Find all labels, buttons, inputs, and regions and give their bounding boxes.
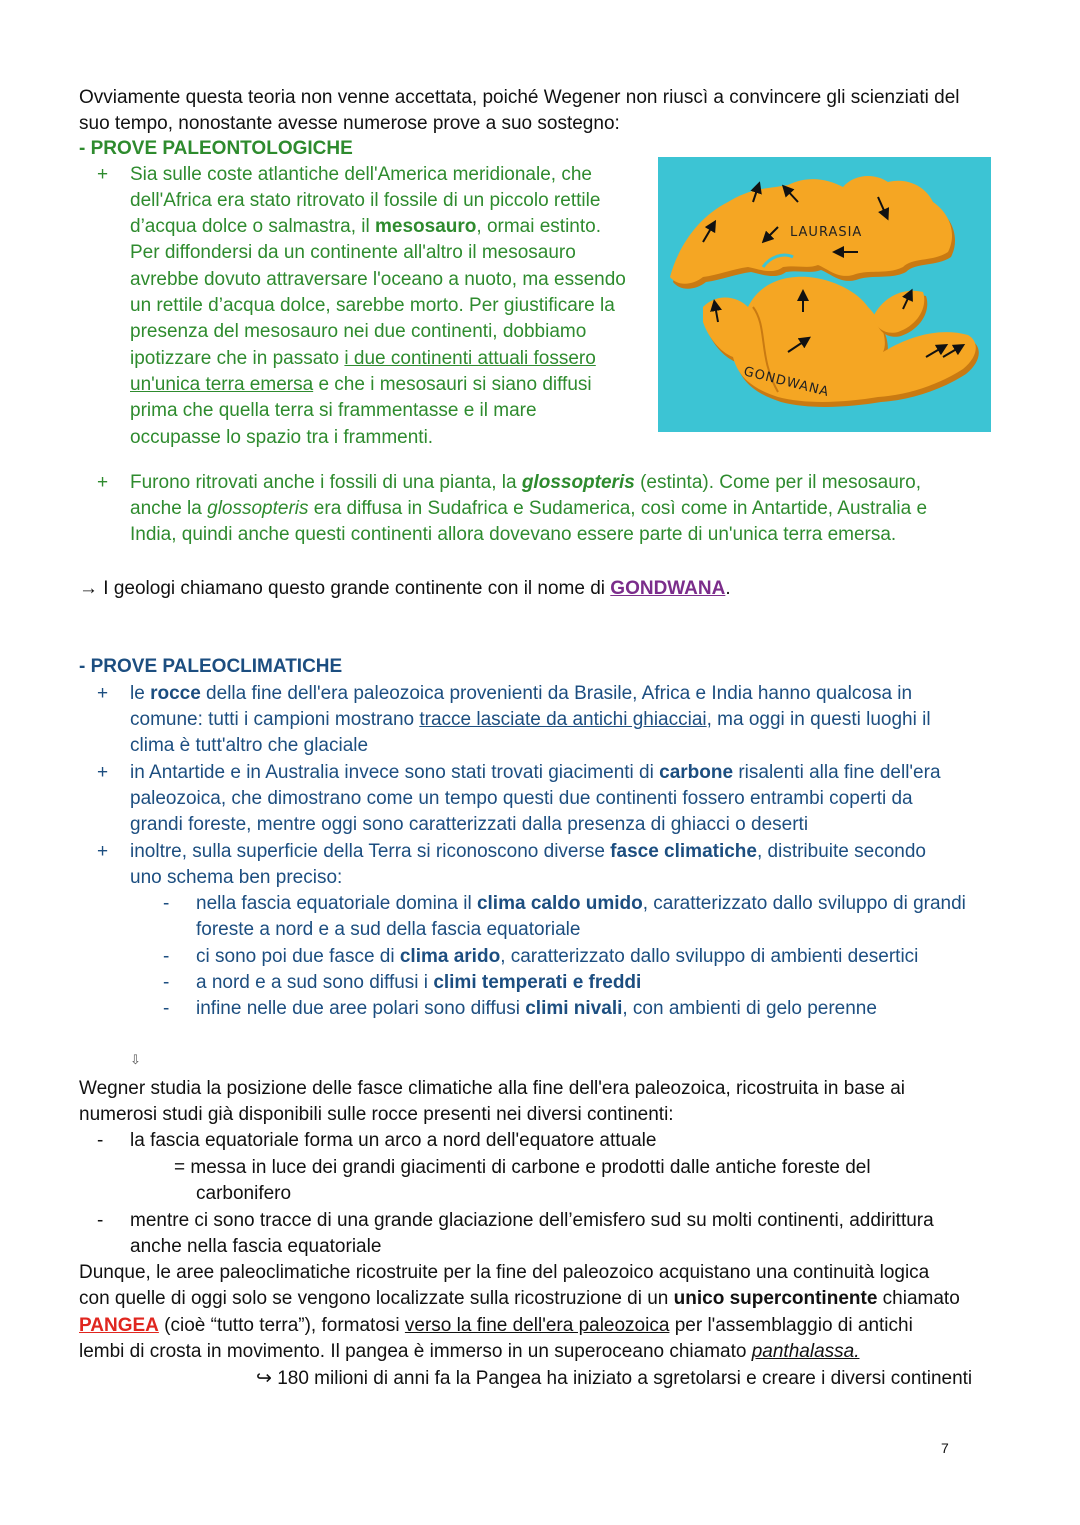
climate-sub-line: foreste a nord e a sud della fascia equatoriale [196,919,581,940]
map-label-laurasia: LAURASIA [790,225,863,240]
climate-sub-line: infine nelle due aree polari sono diffusi climi nivali, con ambienti di gelo perenne [196,998,877,1019]
wegner-line: carbonifero [196,1183,292,1204]
paleo-b2-line: anche la glossopteris era diffusa in Sudafrica e Sudamerica, così come in Antartide, Australia e [130,498,928,519]
climate-sub-line: ci sono poi due fasce di clima arido, caratterizzato dallo sviluppo di ambienti desertici [196,946,919,967]
paleo-b1-line: un rettile d’acqua dolce, sarebbe morto. Per giustificare la [130,295,615,316]
paleo-b1-line: Sia sulle coste atlantiche dell'America meridionale, che [130,164,592,185]
paleo-b1-line: occupasse lo spazio tra i frammenti. [130,427,434,448]
wegner-line: Dunque, le aree paleoclimatiche ricostruite per la fine del paleozoico acquistano una continuità logica [79,1262,930,1283]
wegner-line: mentre ci sono tracce di una grande glaciazione dell’emisfero sud su molti continenti, addirittura [130,1210,934,1231]
climate-b3-line: inoltre, sulla superficie della Terra si riconoscono diverse fasce climatiche, distribuite secondo [130,841,926,862]
climate-b2-line: in Antartide e in Australia invece sono stati trovati giacimenti di carbone risalenti alla fine dell'era [130,762,941,783]
climate-b2-line: grandi foreste, mentre oggi sono caratterizzati dalla presenza di ghiacci o deserti [130,814,809,835]
paleo-heading: - PROVE PALEONTOLOGICHE [79,138,353,159]
paleo-b1-line: presenza del mesosauro nei due continenti, dobbiamo [130,321,587,342]
paleo-b1-line: prima che quella terra si frammentasse e il mare [130,400,537,421]
wegner-line: = messa in luce dei grandi giacimenti di carbone e prodotti dalle antiche foreste del [174,1157,871,1178]
panthalassa-term: panthalassa. [751,1341,860,1362]
bullet-marker: + [97,841,109,862]
bullet-marker: + [97,472,109,493]
paleo-b1-line: ipotizzare che in passato i due continenti attuali fossero [130,348,596,369]
gondwana-term: GONDWANA [610,578,726,599]
climate-b2-line: paleozoica, che dimostrano come un tempo questi due continenti fossero entrambi coperti da [130,788,913,809]
climate-sub-line: nella fascia equatoriale domina il clima caldo umido, caratterizzato dallo sviluppo di grandi [196,893,966,914]
paleo-b1-line: avrebbe dovuto attraversare l'oceano a nuoto, ma essendo [130,269,626,290]
wegner-line: lembi di crosta in movimento. Il pangea è immerso in un superoceano chiamato panthalassa. [79,1341,860,1362]
pangea-map-figure [658,157,991,432]
climate-sub-line: a nord e a sud sono diffusi i climi temperati e freddi [196,972,642,993]
bullet-marker: + [97,762,109,783]
paleo-b1-line: dell'Africa era stato ritrovato il fossile di un piccolo rettile [130,190,601,211]
map-label-gondwana: GONDWANA [742,364,831,401]
gondwana-landmass [703,277,976,402]
page-number: 7 [941,1440,949,1456]
climate-b1-line: clima è tutt'altro che glaciale [130,735,369,756]
paleo-b1-line: un'unica terra emersa e che i mesosauri si siano diffusi [130,374,592,395]
pangea-term: PANGEA [79,1315,159,1336]
bullet-marker: + [97,683,109,704]
wegner-line: la fascia equatoriale forma un arco a nord dell'equatore attuale [130,1130,657,1151]
climate-heading: - PROVE PALEOCLIMATICHE [79,656,343,677]
dash-marker: - [163,946,170,967]
paleo-b1-line: Per diffondersi da un continente all'altro il mesosauro [130,242,576,263]
paleo-b1-line: d’acqua dolce o salmastra, il mesosauro, ormai estinto. [130,216,601,237]
dash-marker: - [163,972,170,993]
intro-line-2: suo tempo, nonostante avesse numerose prove a suo sostegno: [79,113,620,134]
dash-marker: - [163,998,170,1019]
paleo-b2-line: India, quindi anche questi continenti allora dovevano essere parte di un'unica terra emersa. [130,524,897,545]
climate-b1-line: comune: tutti i campioni mostrano tracce lasciate da antichi ghiacciai, ma oggi in questi luoghi il [130,709,931,730]
climate-b1-line: le rocce della fine dell'era paleozoica provenienti da Brasile, Africa e India hanno qualcosa in [130,683,913,704]
wegner-line: numerosi studi già disponibili sulle rocce presenti nei diversi continenti: [79,1104,674,1125]
continents-map [658,157,991,432]
wegner-line: ↪ 180 milioni di anni fa la Pangea ha iniziato a sgretolarsi e creare i diversi continenti [256,1368,973,1389]
gondwana-conclusion: → I geologi chiamano questo grande continente con il nome di GONDWANA. [79,578,731,599]
wegner-line: con quelle di oggi solo se vengono localizzate sulla ricostruzione di un unico supercontinente chiamato [79,1288,960,1309]
mesosauro-term: mesosauro [375,216,477,237]
wegner-line: anche nella fascia equatoriale [130,1236,382,1257]
bullet-marker: + [97,164,109,185]
climate-b3-line: uno schema ben preciso: [130,867,343,888]
wegner-line: PANGEA (cioè “tutto terra”), formatosi verso la fine dell'era paleozoica per l'assemblaggio di antichi [79,1315,913,1336]
dash-marker: - [97,1130,104,1151]
dash-marker: - [163,893,170,914]
dash-marker: - [97,1210,104,1231]
wegner-line: Wegner studia la posizione delle fasce climatiche alla fine dell'era paleozoica, ricostruita in base ai [79,1078,906,1099]
paleo-b2-line: Furono ritrovati anche i fossili di una pianta, la glossopteris (estinta). Come per il mesosauro, [130,472,921,493]
down-arrow-icon: ⇩ [130,1052,141,1067]
intro-line-1: Ovviamente questa teoria non venne accettata, poiché Wegener non riuscì a convincere gli scienziati del [79,87,960,108]
